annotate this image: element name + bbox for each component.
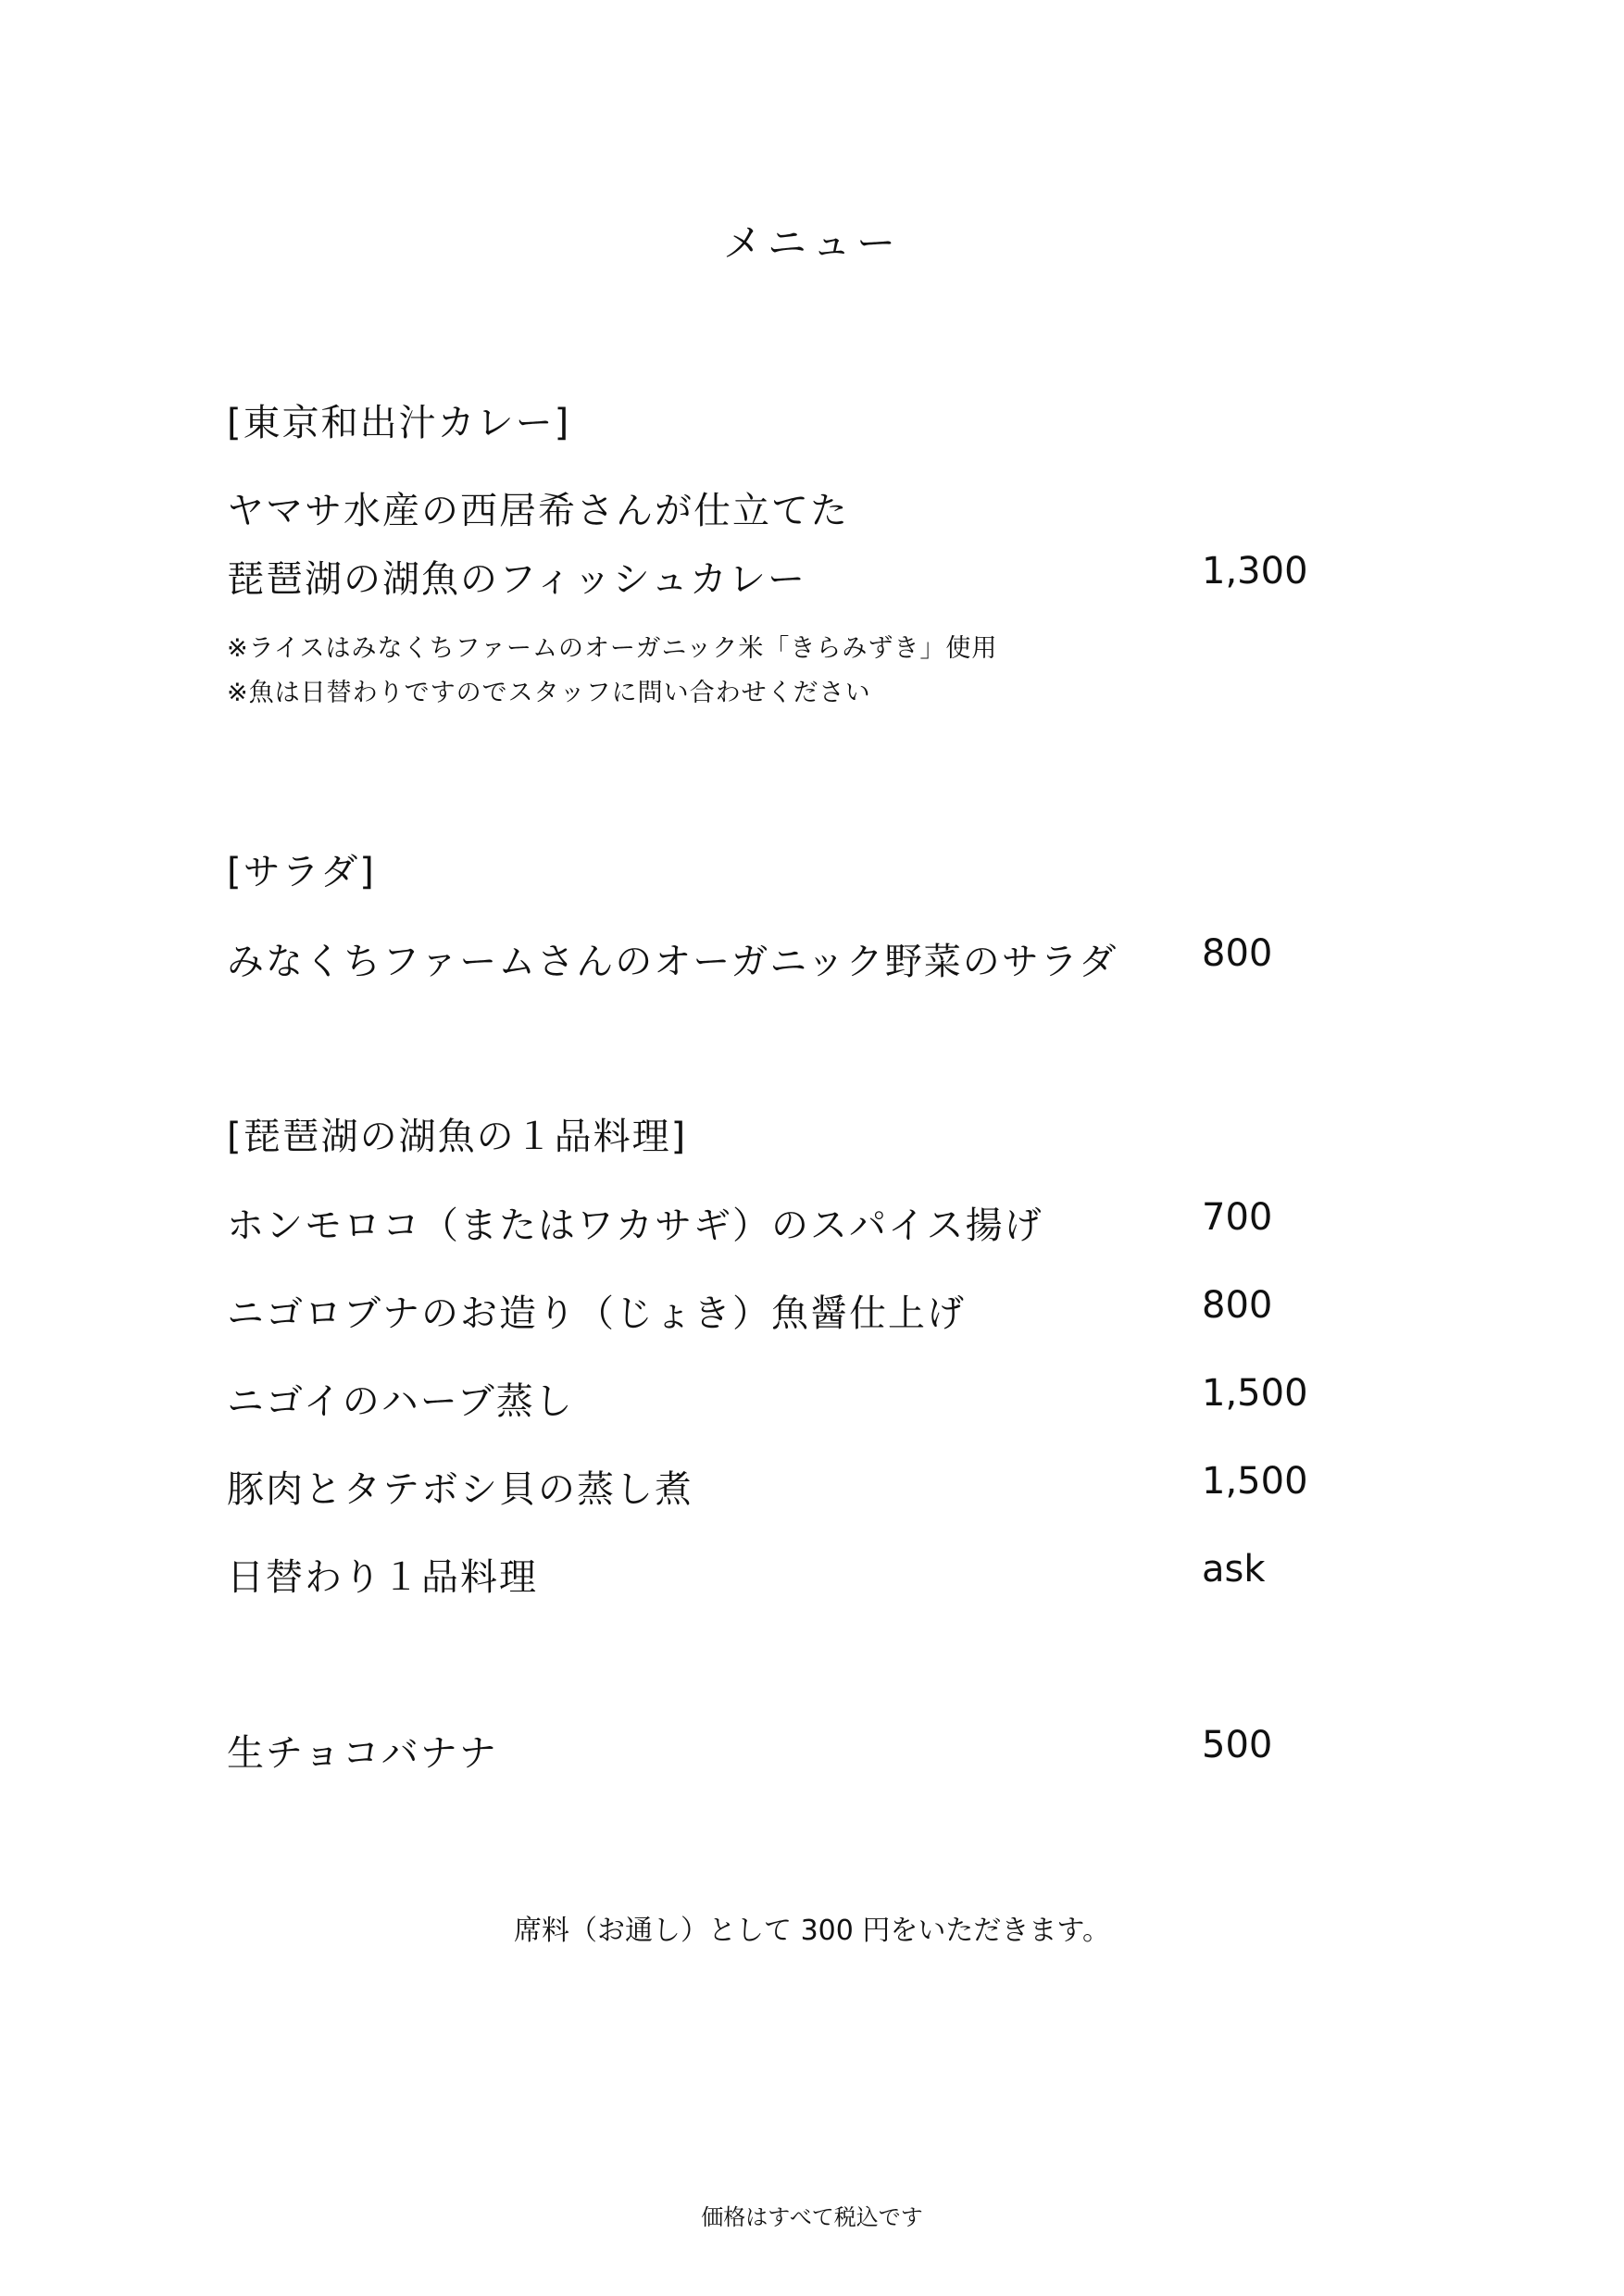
menu-price-choco-banana: 500 [1202,1724,1273,1766]
menu-item-curry-line2: 琵琶湖の湖魚のフィッシュカレー [227,558,806,601]
menu-item-nigorobuna: ニゴロブナのお造り（じょき）魚醤仕上げ [227,1292,966,1335]
section-heading-lakefish: [琵琶湖の湖魚の１品料理] [227,1116,688,1158]
menu-price-honmoroko: 700 [1202,1196,1273,1239]
menu-item-daily-special: 日替わり１品料理 [227,1556,538,1599]
menu-price-nigorobuna: 800 [1202,1284,1273,1327]
note-rice: ※ライスはみなくちファームのオーガニック米「きらみずき」使用 [227,634,998,663]
menu-item-choco-banana: 生チョコバナナ [227,1732,498,1775]
menu-price-pork-tateboshi: 1,500 [1202,1460,1308,1503]
menu-item-curry-line1: ヤマサ水産の西居希さんが仕立てた [227,490,849,532]
tax-note: 価格はすべて税込です [701,2204,923,2230]
section-heading-curry: [東京和出汁カレー] [227,402,571,444]
section-heading-salad: [サラダ] [227,851,376,893]
menu-item-pork-tateboshi: 豚肉とタテボシ貝の蒸し煮 [227,1468,693,1511]
menu-item-nigoi: ニゴイのハーブ蒸し [227,1380,574,1423]
menu-price-salad: 800 [1202,932,1273,975]
menu-price-nigoi: 1,500 [1202,1372,1308,1415]
menu-price-curry: 1,300 [1202,550,1308,593]
menu-item-honmoroko: ホンモロコ（またはワカサギ）のスパイス揚げ [227,1204,1043,1247]
page-title: メニュー [722,220,901,266]
seat-fee-note: 席料（お通し）として 300 円をいただきます。 [514,1915,1110,1947]
menu-price-daily-special: ask [1202,1548,1266,1591]
menu-item-salad: みなくちファームさんのオーガニック野菜のサラダ [227,941,1118,983]
note-fish: ※魚は日替わりですのでスタッフに問い合わせください [227,679,871,707]
